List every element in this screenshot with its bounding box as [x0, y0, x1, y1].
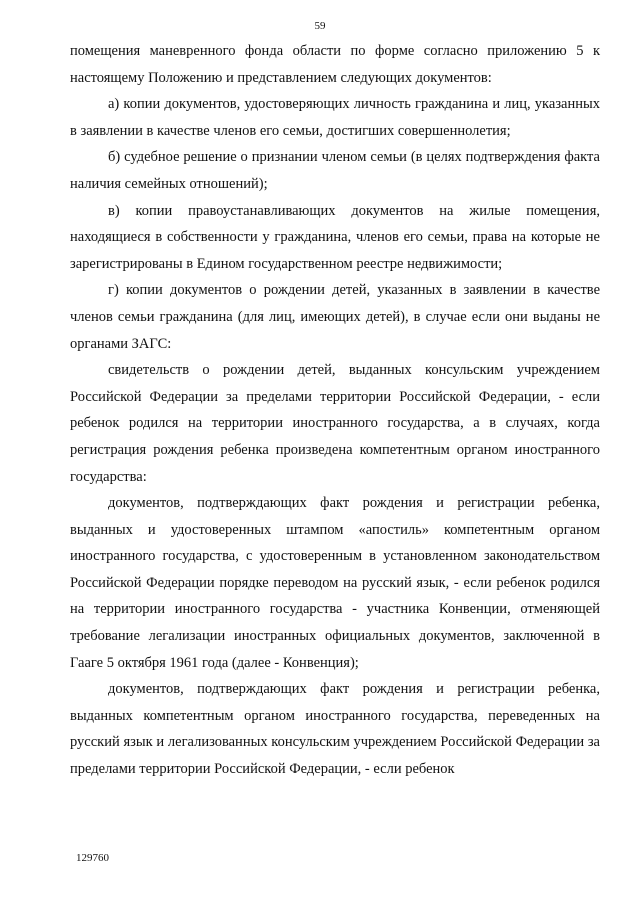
document-code: 129760: [76, 852, 109, 864]
paragraph-apostille-documents: документов, подтверждающих факт рождения и регистрации ребенка, выданных и удостоверенных штампом «апостиль» компетентным органом иностранного государства, с удостоверенным в установленном законодательством Российской Федерации порядке переводом на русский язык, - если ребенок родился на территории иностранного государства - участника Конвенции, отменяющей требование легализации иностранных официальных документов, заключенной в Гааге 5 октября 1961 года (далее - Конвенция);: [70, 495, 600, 671]
body-text: [70, 38, 600, 783]
page-number: 59: [314, 20, 326, 32]
paragraph-item-g: г) копии документов о рождении детей, указанных в заявлении в качестве членов семьи гражданина (для лиц, имеющих детей), в случае если они выданы не органами ЗАГС:: [70, 282, 600, 352]
paragraph-birth-certificates: свидетельств о рождении детей, выданных консульским учреждением Российской Федерации за пределами территории Российской Федерации, - если ребенок родился на территории иностранного государства, а в случаях, когда регистрация рождения ребенка произведена компетентным органом иностранного государства:: [70, 362, 600, 485]
paragraph-legalized-documents: документов, подтверждающих факт рождения и регистрации ребенка, выданных компетентным органом иностранного государства, переведенных на русский язык и легализованных консульским учреждением Российской Федерации за пределами территории Российской Федерации, - если ребенок: [70, 681, 600, 778]
paragraph-item-b: б) судебное решение о признании членом семьи (в целях подтверждения факта наличия семейных отношений);: [70, 149, 600, 192]
paragraph-item-a: а) копии документов, удостоверяющих личность гражданина и лиц, указанных в заявлении в качестве членов его семьи, достигших совершеннолетия;: [70, 96, 600, 139]
paragraph-intro: помещения маневренного фонда области по форме согласно приложению 5 к настоящему Положению и представлением следующих документов:: [70, 43, 600, 86]
paragraph-item-v: в) копии правоустанавливающих документов на жилые помещения, находящиеся в собственности у гражданина, членов его семьи, права на которые не зарегистрированы в Едином государственном реестре недвижимости;: [70, 202, 600, 272]
